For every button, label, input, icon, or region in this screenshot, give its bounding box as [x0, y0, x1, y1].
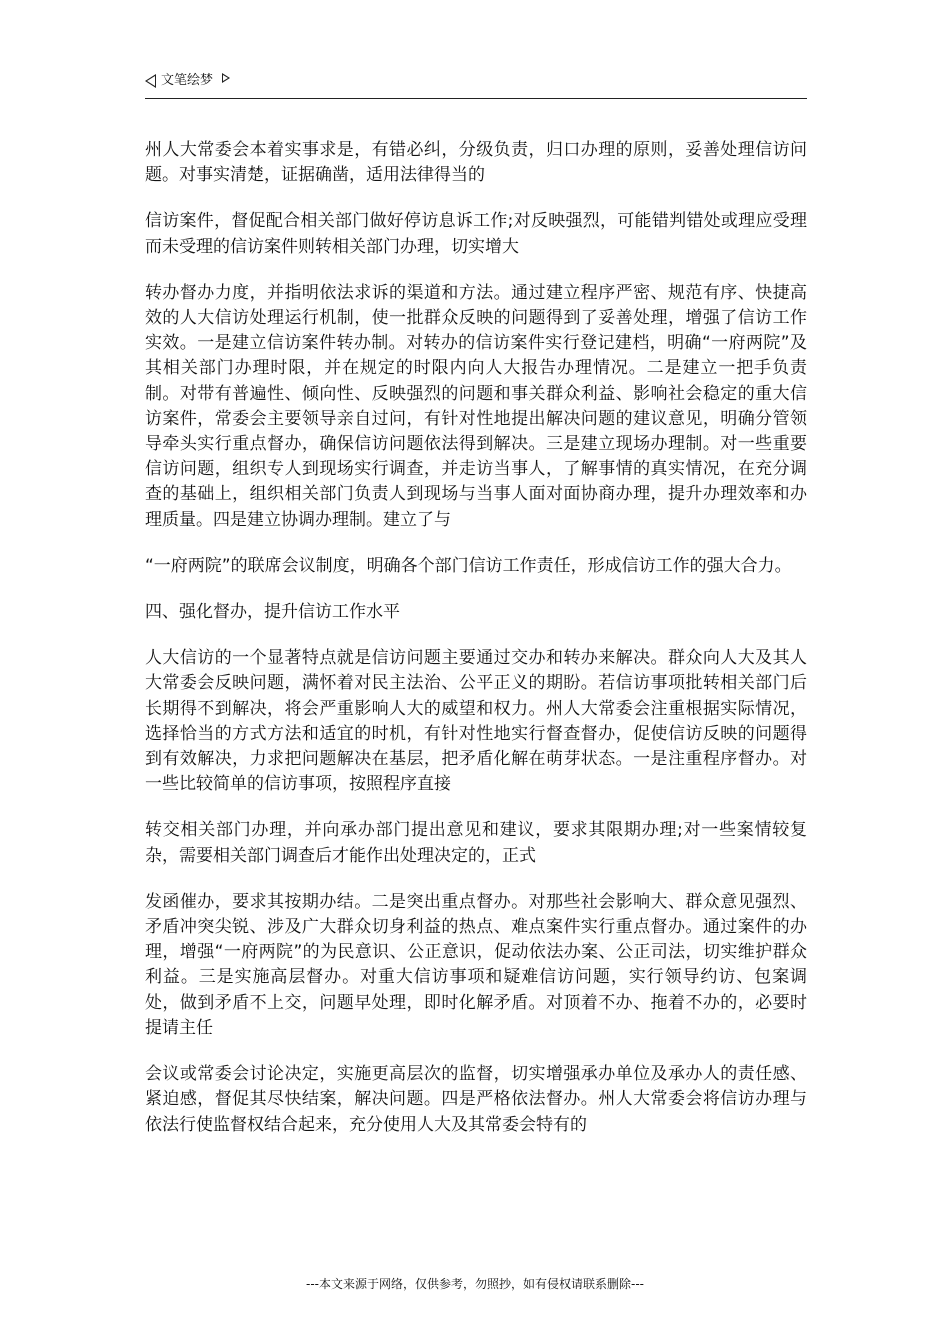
- paragraph: 会议或常委会讨论决定，实施更高层次的监督，切实增强承办单位及承办人的责任感、紧迫感，督促其尽快结案，解决问题。四是严格依法督办。州人大常委会将信访办理与依法行使监督权结合起来，充分使用人大及其常委会特有的: [145, 1064, 807, 1135]
- triangle-left-icon: [145, 74, 156, 88]
- footer-notice: ---本文来源于网络，仅供参考，勿照抄，如有侵权请联系删除---: [306, 1277, 644, 1291]
- triangle-right-icon: [222, 73, 230, 83]
- document-body: [145, 138, 807, 1159]
- paragraph: “一府两院”的联席会议制度，明确各个部门信访工作责任，形成信访工作的强大合力。: [145, 555, 792, 576]
- paragraph: 人大信访的一个显著特点就是信访问题主要通过交办和转办来解决。群众向人大及其人大常委会反映问题，满怀着对民主法治、公平正义的期盼。若信访事项批转相关部门后长期得不到解决，将会严重影响人大的威望和权力。州人大常委会注重根据实际情况，选择恰当的方式方法和适宜的时机，有针对性地实行督查督办，促使信访反映的问题得到有效解决，力求把问题解决在基层，把矛盾化解在萌芽状态。一是注重程序督办。对一些比较简单的信访事项，按照程序直接: [145, 648, 807, 795]
- paragraph: 州人大常委会本着实事求是，有错必纠，分级负责，归口办理的原则，妥善处理信访问题。对事实清楚，证据确凿，适用法律得当的: [145, 140, 807, 186]
- section-heading: 四、强化督办，提升信访工作水平: [145, 602, 400, 623]
- paragraph: 转交相关部门办理，并向承办部门提出意见和建议，要求其限期办理;对一些案情较复杂，需要相关部门调查后才能作出处理决定的，正式: [145, 820, 807, 866]
- header-brand: 文笔绘梦: [161, 73, 214, 88]
- paragraph: 发函催办，要求其按期办结。二是突出重点督办。对那些社会影响大、群众意见强烈、矛盾冲突尖锐、涉及广大群众切身利益的热点、难点案件实行重点督办。通过案件的办理，增强“一府两院”的为民意识、公正意识，促动依法办案、公正司法，切实维护群众利益。三是实施高层督办。对重大信访事项和疑难信访问题，实行领导约访、包案调处，做到矛盾不上交，问题早处理，即时化解矛盾。对顶着不办、拖着不办的，必要时提请主任: [145, 891, 807, 1038]
- page-header: [145, 72, 807, 99]
- paragraph: 信访案件，督促配合相关部门做好停访息诉工作;对反映强烈，可能错判错处或理应受理而未受理的信访案件则转相关部门办理，切实增大: [145, 211, 807, 257]
- paragraph: 转办督办力度，并指明依法求诉的渠道和方法。通过建立程序严密、规范有序、快捷高效的人大信访处理运行机制，使一批群众反映的问题得到了妥善处理，增强了信访工作实效。一是建立信访案件转办制。对转办的信访案件实行登记建档，明确“一府两院”及其相关部门办理时限，并在规定的时限内向人大报告办理情况。二是建立一把手负责制。对带有普遍性、倾向性、反映强烈的问题和事关群众利益、影响社会稳定的重大信访案件，常委会主要领导亲自过问，有针对性地提出解决问题的建议意见，明确分管领导牵头实行重点督办，确保信访问题依法得到解决。三是建立现场办理制。对一些重要信访问题，组织专人到现场实行调查，并走访当事人，了解事情的真实情况，在充分调查的基础上，组织相关部门负责人到现场与当事人面对面协商办理，提升办理效率和办理质量。四是建立协调办理制。建立了与: [145, 282, 807, 530]
